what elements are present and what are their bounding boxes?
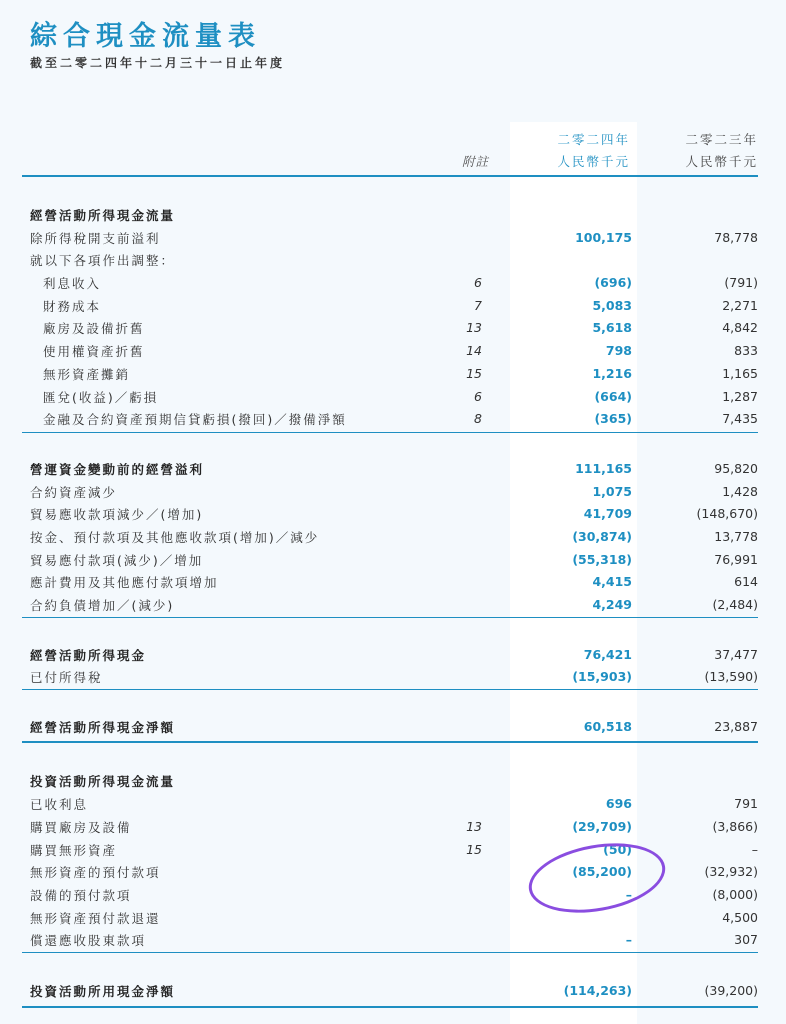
row-current-value: (55,318) — [572, 552, 632, 567]
row-current-value: 76,421 — [583, 647, 632, 662]
row-label: 廠房及設備折舊 — [43, 321, 145, 336]
table-row — [0, 816, 786, 838]
row-current-value: 41,709 — [583, 506, 632, 521]
row-divider — [22, 689, 758, 690]
table-row — [0, 839, 786, 861]
row-previous-value: 4,500 — [722, 910, 758, 925]
table-row — [0, 272, 786, 294]
row-previous-value: (791) — [724, 275, 758, 290]
row-current-value: 5,618 — [592, 320, 632, 335]
table-row — [0, 716, 786, 738]
row-label: 財務成本 — [43, 299, 102, 314]
row-label: 營運資金變動前的經營溢利 — [30, 462, 205, 477]
row-label: 合約資產減少 — [30, 485, 118, 500]
row-current-value: 1,075 — [592, 484, 632, 499]
row-previous-value: 833 — [734, 343, 758, 358]
table-row — [0, 363, 786, 385]
row-current-value: (365) — [594, 411, 632, 426]
row-label: 利息收入 — [43, 276, 102, 291]
row-divider — [22, 432, 758, 433]
row-previous-value: 4,842 — [722, 320, 758, 335]
row-note: 6 — [474, 389, 482, 404]
row-previous-value: (148,670) — [696, 506, 758, 521]
table-row — [0, 317, 786, 339]
row-label: 合約負債增加／(減少) — [30, 598, 175, 613]
table-row — [0, 340, 786, 362]
row-current-value: 4,249 — [592, 597, 632, 612]
row-current-value: 4,415 — [592, 574, 632, 589]
row-label: 貿易應收款項減少／(增加) — [30, 507, 204, 522]
table-row — [0, 204, 786, 226]
row-current-value: (30,874) — [572, 529, 632, 544]
row-previous-value: – — [751, 842, 758, 857]
row-current-value: – — [625, 932, 632, 947]
table-row — [0, 929, 786, 951]
row-label: 投資活動所得現金流量 — [30, 774, 176, 789]
table-row — [0, 884, 786, 906]
table-row — [0, 386, 786, 408]
row-label: 購買無形資產 — [30, 843, 118, 858]
row-label: 投資活動所用現金淨額 — [30, 984, 176, 999]
table-row — [0, 793, 786, 815]
row-current-value: (50) — [603, 842, 632, 857]
table-row — [0, 249, 786, 271]
row-current-value: 5,083 — [592, 298, 632, 313]
table-row — [0, 227, 786, 249]
row-current-value: 696 — [605, 796, 632, 811]
row-note: 13 — [466, 819, 482, 834]
table-row — [0, 408, 786, 430]
row-label: 就以下各項作出調整： — [30, 253, 176, 268]
row-previous-value: 1,287 — [722, 389, 758, 404]
section-divider — [22, 1006, 758, 1008]
row-previous-value: 1,428 — [722, 484, 758, 499]
row-note: 15 — [466, 842, 482, 857]
row-label: 金融及合約資產預期信貸虧損(撥回)／撥備淨額 — [43, 412, 347, 427]
row-previous-value: 13,778 — [714, 529, 758, 544]
row-current-value: 100,175 — [575, 230, 632, 245]
row-label: 應計費用及其他應付款項增加 — [30, 575, 219, 590]
row-current-value: (29,709) — [572, 819, 632, 834]
table-row — [0, 861, 786, 883]
row-previous-value: 614 — [734, 574, 758, 589]
row-note: 8 — [474, 411, 482, 426]
row-current-value: (664) — [594, 389, 632, 404]
row-current-value: 1,216 — [592, 366, 632, 381]
row-label: 經營活動所得現金淨額 — [30, 720, 176, 735]
row-current-value: 111,165 — [575, 461, 632, 476]
row-label: 使用權資產折舊 — [43, 344, 145, 359]
row-label: 償還應收股東款項 — [30, 933, 147, 948]
row-previous-value: (2,484) — [712, 597, 758, 612]
row-current-value: (15,903) — [572, 669, 632, 684]
page-subtitle: 截至二零二四年十二月三十一日止年度 — [30, 56, 286, 70]
row-label: 已付所得稅 — [30, 670, 103, 685]
row-previous-value: (32,932) — [704, 864, 758, 879]
row-previous-value: (13,590) — [704, 669, 758, 684]
table-row — [0, 571, 786, 593]
previous-unit-header: 人民幣千元 — [685, 154, 758, 169]
row-label: 無形資產的預付款項 — [30, 865, 161, 880]
row-current-value: (696) — [594, 275, 632, 290]
table-row — [0, 980, 786, 1002]
table-row — [0, 594, 786, 616]
row-note: 13 — [466, 320, 482, 335]
row-previous-value: (3,866) — [712, 819, 758, 834]
row-label: 經營活動所得現金 — [30, 648, 147, 663]
row-previous-value: 95,820 — [714, 461, 758, 476]
table-row — [0, 644, 786, 666]
table-row — [0, 503, 786, 525]
header-divider — [22, 175, 758, 177]
row-previous-value: 1,165 — [722, 366, 758, 381]
table-row — [0, 458, 786, 480]
row-note: 15 — [466, 366, 482, 381]
row-label: 匯兌(收益)／虧損 — [43, 390, 159, 405]
previous-year-header: 二零二三年 — [685, 132, 758, 147]
row-note: 7 — [474, 298, 482, 313]
row-previous-value: 791 — [734, 796, 758, 811]
row-previous-value: 37,477 — [714, 647, 758, 662]
row-previous-value: 307 — [734, 932, 758, 947]
row-label: 按金、預付款項及其他應收款項(增加)／減少 — [30, 530, 320, 545]
row-label: 除所得稅開支前溢利 — [30, 231, 161, 246]
row-label: 設備的預付款項 — [30, 888, 132, 903]
page-title: 綜合現金流量表 — [30, 21, 261, 52]
row-previous-value: 78,778 — [714, 230, 758, 245]
table-row — [0, 295, 786, 317]
row-note: 14 — [466, 343, 482, 358]
row-current-value: 798 — [605, 343, 632, 358]
table-row — [0, 907, 786, 929]
table-row — [0, 666, 786, 688]
row-label: 已收利息 — [30, 797, 89, 812]
row-label: 經營活動所得現金流量 — [30, 208, 176, 223]
row-previous-value: (8,000) — [712, 887, 758, 902]
row-current-value: (85,200) — [572, 864, 632, 879]
row-label: 貿易應付款項(減少)／增加 — [30, 553, 204, 568]
row-previous-value: 23,887 — [714, 719, 758, 734]
current-year-header: 二零二四年 — [557, 132, 630, 147]
row-label: 無形資產預付款退還 — [30, 911, 161, 926]
table-row — [0, 526, 786, 548]
row-current-value: 60,518 — [583, 719, 632, 734]
row-previous-value: 76,991 — [714, 552, 758, 567]
row-divider — [22, 952, 758, 953]
row-current-value: (114,263) — [563, 983, 632, 998]
table-row — [0, 549, 786, 571]
row-note: 6 — [474, 275, 482, 290]
row-divider — [22, 617, 758, 618]
row-current-value: – — [625, 887, 632, 902]
row-previous-value: 2,271 — [722, 298, 758, 313]
table-row — [0, 770, 786, 792]
row-label: 購買廠房及設備 — [30, 820, 132, 835]
note-column-header: 附註 — [462, 154, 490, 169]
current-unit-header: 人民幣千元 — [557, 154, 630, 169]
row-previous-value: 7,435 — [722, 411, 758, 426]
row-previous-value: (39,200) — [704, 983, 758, 998]
section-divider — [22, 741, 758, 743]
table-row — [0, 481, 786, 503]
row-label: 無形資產攤銷 — [43, 367, 131, 382]
